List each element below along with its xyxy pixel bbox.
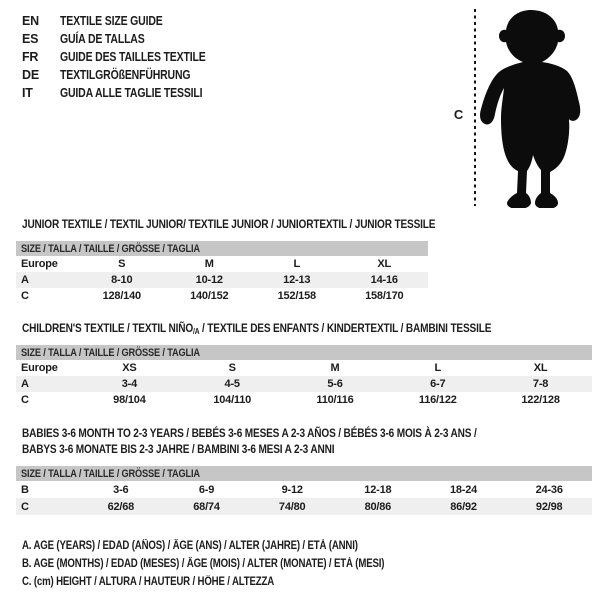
cell: 116/122 [418,394,457,406]
cell: L [434,362,442,374]
language-row-fr [22,48,233,66]
size-header-bar [16,466,592,481]
row-label: C [21,394,29,406]
cell: 110/116 [316,394,354,406]
cell: 24-36 [535,483,563,496]
table-row-height [16,392,592,408]
size-header-bar [16,345,592,360]
cell: 10-12 [195,274,223,286]
footnote-c-text: C. (cm) HEIGHT / ALTURA / HAUTEUR / HÖHE / ALTEZZA [22,576,275,588]
children-size-table [16,345,592,408]
cell: S [118,258,126,270]
language-row-it [22,84,233,102]
language-row-en [22,12,233,30]
babies-heading-line1: BABIES 3-6 MONTH TO 2-3 YEARS / BEBÉS 3-6 MESES A 2-3 AÑOS / BÉBÉS 3-6 MOIS À 2-3 ANS / [22,426,477,440]
language-row-es [22,30,233,48]
table-row-europe [16,256,428,272]
baby-silhouette [477,8,589,208]
footnote-c [22,573,453,591]
size-header-bar [16,241,428,256]
cell: S [228,362,236,374]
cell: 152/158 [277,290,316,302]
junior-size-table [16,241,428,304]
cell: 3-6 [113,483,129,496]
table-row-age [16,272,428,288]
size-header-label: SIZE / TALLA / TAILLE / GRÖSSE / TAGLIA [21,242,200,255]
size-header-label: SIZE / TALLA / TAILLE / GRÖSSE / TAGLIA [21,346,200,359]
cell: 6-7 [430,378,446,390]
table-row-height [16,498,592,515]
cell: 104/110 [213,394,252,406]
cell: 74/80 [278,500,306,513]
language-title: GUÍA DE TALLAS [60,32,145,46]
children-heading-subscript: /A [193,327,200,336]
language-code: DE [22,68,39,82]
cell: 68/74 [193,500,220,513]
cell: 8-10 [111,274,133,286]
table-row-age [16,376,592,392]
junior-heading-text: JUNIOR TEXTILE / TEXTIL JUNIOR/ TEXTILE JUNIOR / JUNIORTEXTIL / JUNIOR TESSILE [22,217,436,231]
children-heading-text [22,321,491,338]
row-label: B [21,483,29,496]
cell: 3-4 [121,378,138,390]
footnote-b [22,555,453,573]
junior-section-heading [22,217,514,233]
children-heading-suffix: / TEXTILE DES ENFANTS / KINDERTEXTIL / BAMBINI TESSILE [199,321,492,335]
cell: L [293,258,301,270]
cell: 14-16 [370,274,398,286]
height-dotted-line [474,9,476,206]
height-measure-label: C [453,107,464,122]
cell: 86/92 [450,500,477,513]
cell: 98/104 [113,394,146,406]
cell: XS [122,362,137,374]
children-section-heading [22,321,581,338]
cell: 18-24 [449,483,478,496]
footnote-a-text: A. AGE (YEARS) / EDAD (AÑOS) / ÂGE (ANS) / ALTER (JAHRE) / ETÀ (ANNI) [22,540,358,552]
language-title: TEXTILE SIZE GUIDE [60,14,163,28]
cell: 140/152 [190,290,229,302]
cell: XL [377,258,392,270]
cell: 12-13 [283,274,311,286]
cell: 128/140 [102,290,141,302]
babies-size-table [16,466,592,515]
language-title-list [22,12,233,102]
row-label: A [21,378,29,390]
language-code: EN [22,14,39,28]
language-row-de [22,66,233,84]
table-row-europe [16,360,592,376]
footnote-a [22,537,453,555]
language-title: GUIDA ALLE TAGLIE TESSILI [60,86,203,100]
cell: 92/98 [535,500,563,513]
cell: 80/86 [364,500,392,513]
cell: XL [533,362,548,374]
language-code: ES [22,32,39,46]
table-row-age-months [16,481,592,498]
size-header-label: SIZE / TALLA / TAILLE / GRÖSSE / TAGLIA [21,467,200,480]
cell: 62/68 [107,500,135,513]
language-title: TEXTILGRÖßENFÜHRUNG [60,68,191,82]
row-label: C [21,500,29,513]
table-row-height [16,288,428,304]
cell: 4-5 [224,378,240,390]
cell: 9-12 [281,483,303,496]
babies-section-heading [22,426,563,457]
cell: M [330,362,340,374]
cell: 122/128 [521,394,560,406]
row-label: Europe [21,258,58,270]
language-code: IT [22,86,33,100]
row-label: C [21,290,29,302]
row-label: Europe [21,362,58,374]
cell: M [204,258,214,270]
cell: 5-6 [327,378,343,390]
language-code: FR [22,50,39,64]
legend-footnotes [22,537,453,591]
babies-heading-line2: BABYS 3-6 MONATE BIS 2-3 JAHRE / BAMBINI 3-6 MESI A 2-3 ANNI [22,441,335,456]
footnote-b-text: B. AGE (MONTHS) / EDAD (MESES) / ÂGE (MOIS) / ALTER (MONATE) / ETÀ (MESI) [22,558,385,570]
cell: 158/170 [365,290,404,302]
language-title: GUIDE DES TAILLES TEXTILE [60,50,206,64]
children-heading-prefix: CHILDREN'S TEXTILE / TEXTIL NIÑO [22,321,194,335]
row-label: A [21,274,29,286]
cell: 12-18 [364,483,392,496]
cell: 7-8 [532,378,549,390]
cell: 6-9 [198,483,215,496]
